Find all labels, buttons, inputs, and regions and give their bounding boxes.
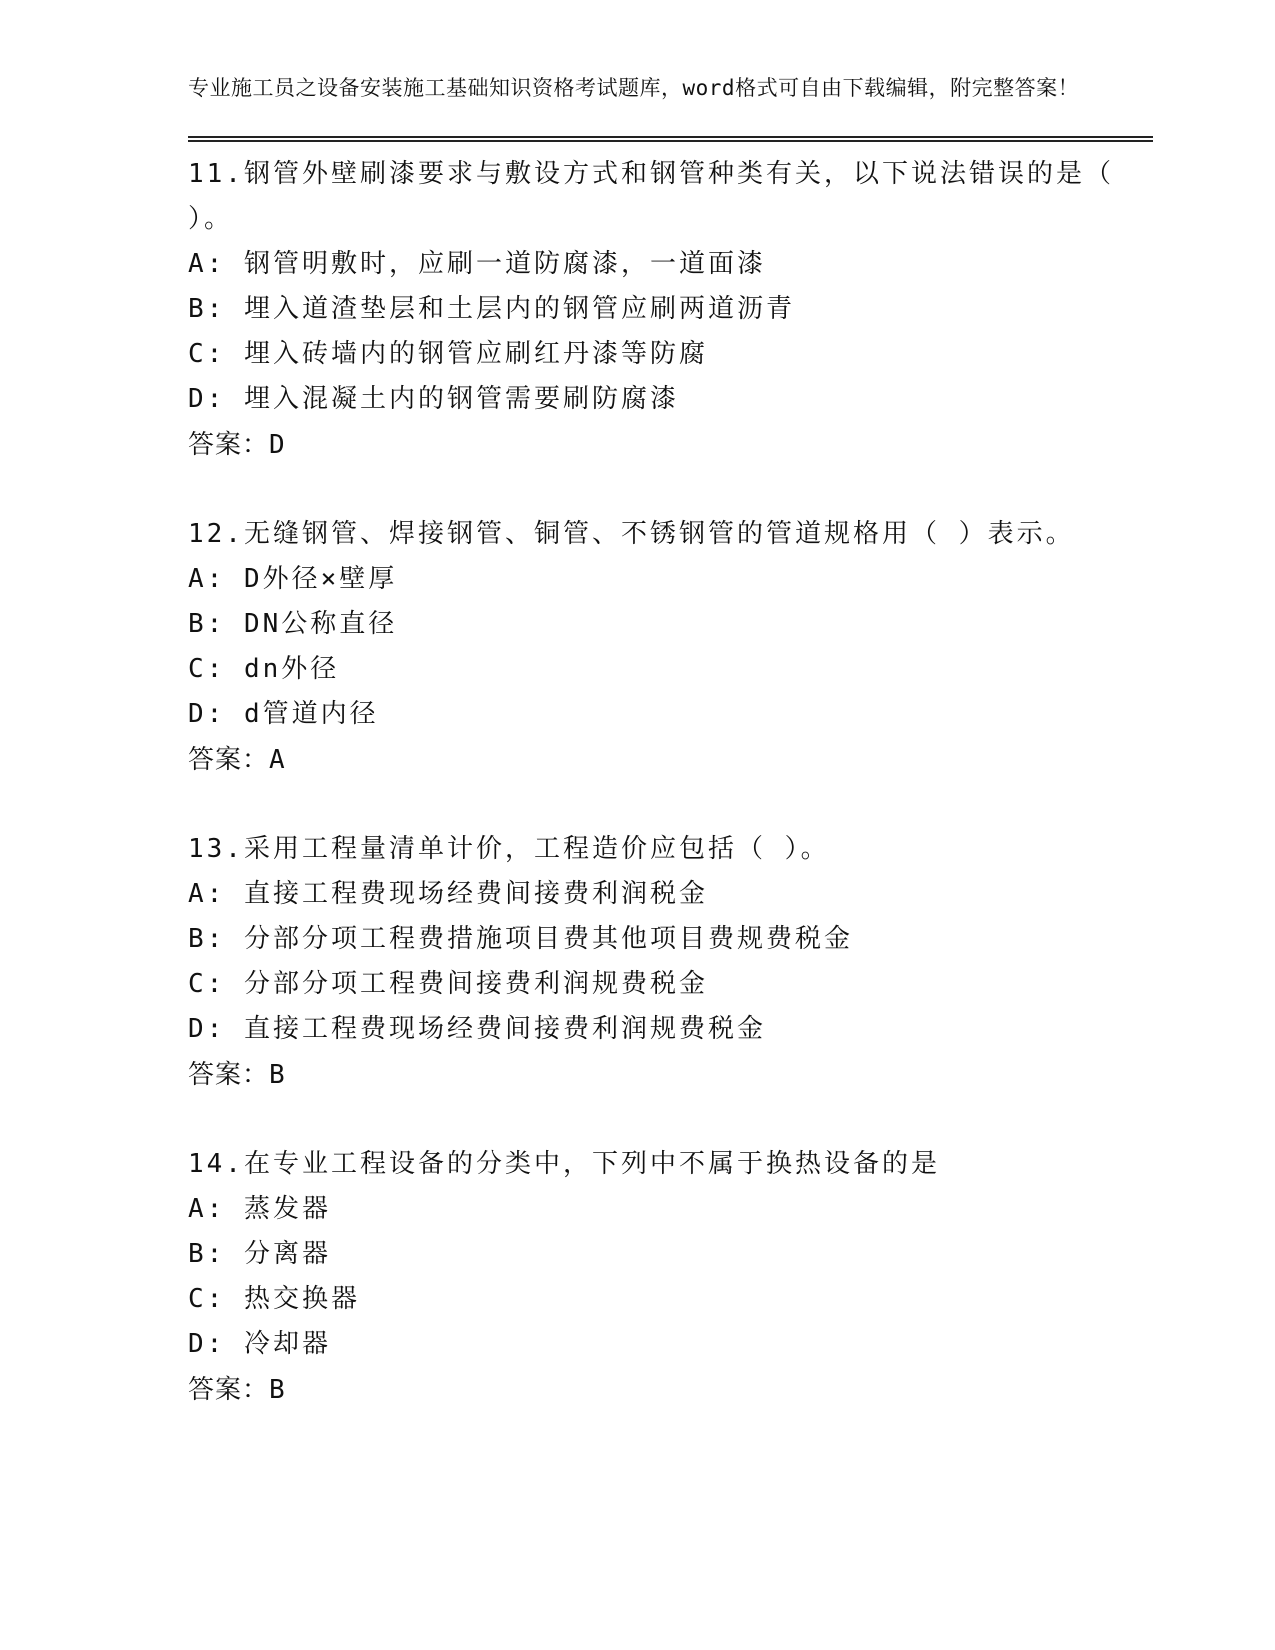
answer-value: A: [269, 745, 286, 775]
option-a: A: 钢管明敷时，应刷一道防腐漆，一道面漆: [188, 249, 766, 279]
question-stem: 13.采用工程量清单计价，工程造价应包括（ ）。: [188, 834, 830, 864]
answer-label: 答案：: [188, 1375, 270, 1405]
question-stem: 12.无缝钢管、焊接钢管、铜管、不锈钢管的管道规格用（ ）表示。: [188, 519, 1075, 549]
option-a: A: 直接工程费现场经费间接费利润税金: [188, 879, 708, 909]
question-stem: 11.钢管外壁刷漆要求与敷设方式和钢管种类有关，以下说法错误的是（ ）。: [188, 159, 1133, 234]
answer-value: B: [269, 1375, 286, 1405]
option-c: C: dn外径: [188, 654, 340, 684]
option-c: C: 埋入砖墙内的钢管应刷红丹漆等防腐: [188, 339, 708, 369]
option-d: D: 直接工程费现场经费间接费利润规费税金: [188, 1014, 766, 1044]
header-double-rule: [188, 136, 1153, 142]
question-stem: 14.在专业工程设备的分类中，下列中不属于换热设备的是: [188, 1149, 940, 1179]
answer-label: 答案：: [188, 1060, 270, 1090]
option-b: B: 埋入道渣垫层和土层内的钢管应刷两道沥青: [188, 294, 795, 324]
option-d: D: 埋入混凝土内的钢管需要刷防腐漆: [188, 384, 679, 414]
answer-line: [188, 1052, 1153, 1098]
option-a: A: D外径×壁厚: [188, 564, 398, 594]
question-block: [188, 827, 1153, 1098]
answer-label: 答案：: [188, 745, 270, 775]
document-page: [188, 72, 1153, 1413]
question-block: [188, 512, 1153, 783]
answer-value: B: [269, 1060, 286, 1090]
option-b: B: 分离器: [188, 1239, 331, 1269]
option-d: D: d管道内径: [188, 699, 379, 729]
option-c: C: 热交换器: [188, 1284, 360, 1314]
question-block: [188, 1142, 1153, 1413]
question-block: [188, 152, 1153, 468]
option-a: A: 蒸发器: [188, 1194, 331, 1224]
answer-value: D: [269, 430, 286, 460]
option-b: B: DN公称直径: [188, 609, 398, 639]
answer-line: [188, 422, 1153, 468]
option-c: C: 分部分项工程费间接费利润规费税金: [188, 969, 708, 999]
option-b: B: 分部分项工程费措施项目费其他项目费规费税金: [188, 924, 853, 954]
answer-label: 答案：: [188, 430, 270, 460]
option-d: D: 冷却器: [188, 1329, 331, 1359]
answer-line: [188, 737, 1153, 783]
document-header: 专业施工员之设备安装施工基础知识资格考试题库，word格式可自由下载编辑，附完整答案！: [188, 76, 1080, 100]
answer-line: [188, 1367, 1153, 1413]
